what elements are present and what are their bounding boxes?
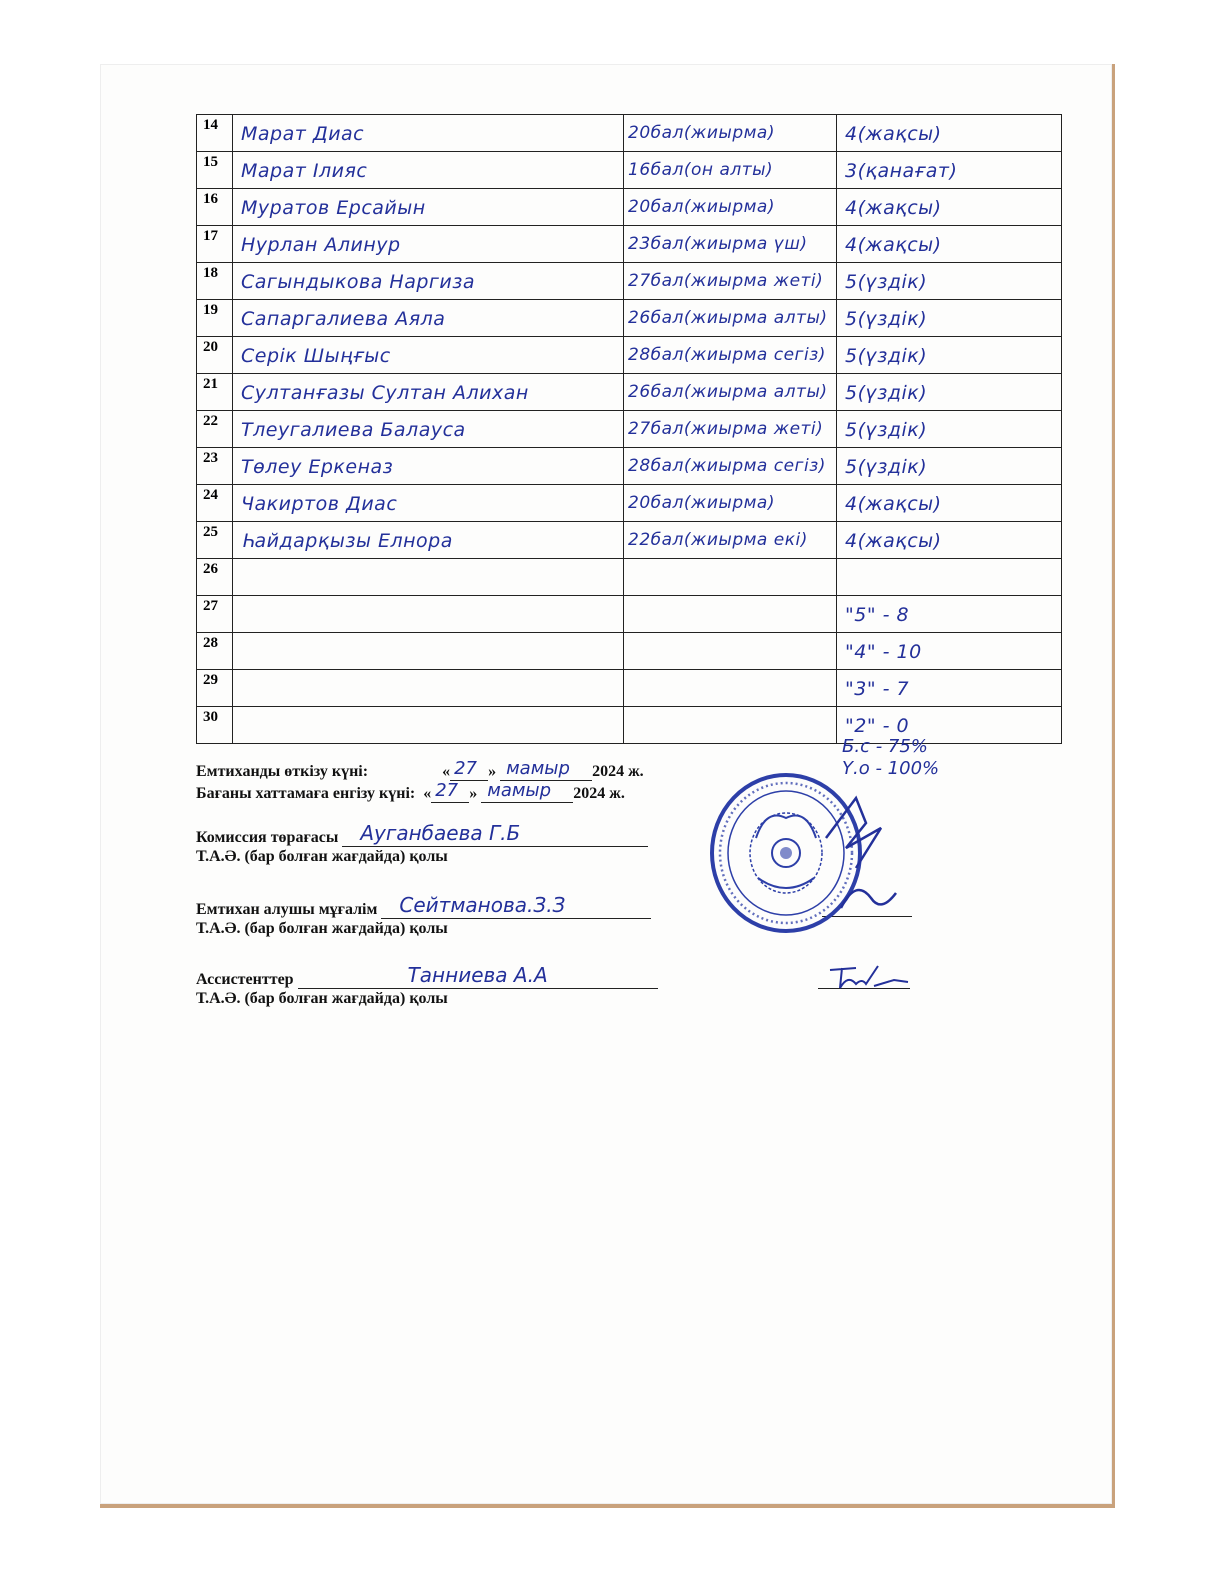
student-score: 20бал(жиырма) xyxy=(628,123,775,143)
student-name-cell xyxy=(233,522,624,559)
student-mark: 4(жақсы) xyxy=(845,493,942,515)
student-score-cell xyxy=(624,707,837,744)
assistants-name: Танниева А.А xyxy=(407,963,548,987)
student-score: 23бал(жиырма үш) xyxy=(628,234,808,254)
student-mark: 5(үздік) xyxy=(845,345,928,367)
student-mark: 5(үздік) xyxy=(845,271,928,293)
student-score-cell xyxy=(624,337,837,374)
student-name: Чакиртов Диас xyxy=(241,493,398,515)
table-row xyxy=(197,522,1062,559)
table-row xyxy=(197,707,1062,744)
official-seal xyxy=(706,768,906,938)
student-name: Сапаргалиева Аяла xyxy=(241,308,446,330)
student-mark-cell xyxy=(837,633,1062,670)
chairman-name: Ауганбаева Г.Б xyxy=(360,821,521,845)
student-mark: 5(үздік) xyxy=(845,382,928,404)
student-score-cell xyxy=(624,670,837,707)
table-row xyxy=(197,596,1062,633)
table-row xyxy=(197,670,1062,707)
student-name-cell xyxy=(233,670,624,707)
student-score-cell xyxy=(624,115,837,152)
student-score-cell xyxy=(624,263,837,300)
student-score: 28бал(жиырма сегіз) xyxy=(628,345,826,365)
student-name-cell xyxy=(233,633,624,670)
table-row xyxy=(197,226,1062,263)
student-name xyxy=(233,596,623,604)
row-number-cell: 22 xyxy=(197,411,233,448)
row-number-cell: 14 xyxy=(197,115,233,152)
student-mark-cell xyxy=(837,411,1062,448)
row-number-cell: 16 xyxy=(197,189,233,226)
row-number-cell: 20 xyxy=(197,337,233,374)
exam-year: 2024 ж. xyxy=(592,763,644,780)
student-mark: "2" - 0 xyxy=(845,715,910,737)
student-score: 20бал(жиырма) xyxy=(628,197,775,217)
student-mark: 5(үздік) xyxy=(845,308,928,330)
student-name-cell xyxy=(233,411,624,448)
row-number-cell: 27 xyxy=(197,596,233,633)
student-score-cell xyxy=(624,152,837,189)
student-score: 26бал(жиырма алты) xyxy=(628,382,828,402)
student-mark: 5(үздік) xyxy=(845,419,928,441)
table-row xyxy=(197,411,1062,448)
student-name: Муратов Ерсайын xyxy=(241,197,426,219)
row-number-cell: 30 xyxy=(197,707,233,744)
student-mark-cell xyxy=(837,596,1062,633)
stat-vo: Ү.о - 100% xyxy=(842,758,940,779)
student-name-cell xyxy=(233,300,624,337)
student-name: Марат Ілияс xyxy=(241,160,368,182)
student-mark: "3" - 7 xyxy=(845,678,910,700)
student-score: 26бал(жиырма алты) xyxy=(628,308,828,328)
student-name: Сагындыкова Наргиза xyxy=(241,271,476,293)
student-mark: 3(қанағат) xyxy=(845,160,958,182)
teacher-name: Сейтманова.З.З xyxy=(399,893,566,917)
table-row xyxy=(197,633,1062,670)
row-number-cell: 24 xyxy=(197,485,233,522)
student-score-cell xyxy=(624,411,837,448)
row-number-cell: 28 xyxy=(197,633,233,670)
student-mark-cell xyxy=(837,337,1062,374)
student-name-cell xyxy=(233,596,624,633)
student-score xyxy=(624,559,836,567)
row-number-cell: 26 xyxy=(197,559,233,596)
student-name-cell xyxy=(233,448,624,485)
table-row xyxy=(197,485,1062,522)
student-name: Серік Шыңғыс xyxy=(241,345,391,367)
student-score-cell xyxy=(624,189,837,226)
student-name-cell xyxy=(233,485,624,522)
entry-day: 27 xyxy=(435,780,459,801)
table-row xyxy=(197,263,1062,300)
student-score: 28бал(жиырма сегіз) xyxy=(628,456,826,476)
exam-date-row: Емтиханды өткізу күні: « 27 » мамыр 2024 ж. xyxy=(196,758,644,780)
table-row xyxy=(197,448,1062,485)
teacher-label: Емтихан алушы мұғалім xyxy=(196,901,378,918)
student-score-cell xyxy=(624,559,837,596)
exam-day: 27 xyxy=(454,758,477,779)
student-mark: 4(жақсы) xyxy=(845,197,942,219)
teacher-sub: Т.А.Ә. (бар болған жағдайда) қолы xyxy=(196,920,448,937)
assistants-row xyxy=(196,963,658,989)
student-score-cell xyxy=(624,596,837,633)
table-row xyxy=(197,189,1062,226)
student-name-cell xyxy=(233,263,624,300)
student-name: Төлеу Еркеназ xyxy=(241,456,394,478)
chairman-sub: Т.А.Ә. (бар болған жағдайда) қолы xyxy=(196,848,448,865)
student-name: Нурлан Алинур xyxy=(241,234,401,256)
student-name-cell xyxy=(233,226,624,263)
student-score: 27бал(жиырма жеті) xyxy=(628,271,824,291)
assistant-signature-icon xyxy=(826,960,912,994)
row-number-cell: 23 xyxy=(197,448,233,485)
student-mark-cell xyxy=(837,263,1062,300)
student-score xyxy=(624,707,836,715)
row-number-cell: 17 xyxy=(197,226,233,263)
student-name: Марат Диас xyxy=(241,123,365,145)
student-mark-cell xyxy=(837,485,1062,522)
student-score: 22бал(жиырма екі) xyxy=(628,530,808,550)
student-name: Султанғазы Султан Алихан xyxy=(241,382,529,404)
student-score: 27бал(жиырма жеті) xyxy=(628,419,824,439)
entry-date-label: Бағаны хаттамаға енгізу күні: xyxy=(196,785,416,802)
student-mark-cell xyxy=(837,559,1062,596)
chairman-row xyxy=(196,821,648,847)
row-number-cell: 18 xyxy=(197,263,233,300)
student-name-cell xyxy=(233,189,624,226)
student-score xyxy=(624,670,836,678)
student-mark-cell xyxy=(837,226,1062,263)
student-score-cell xyxy=(624,226,837,263)
row-number-cell: 21 xyxy=(197,374,233,411)
chairman-label: Комиссия төрағасы xyxy=(196,829,339,846)
student-mark-cell xyxy=(837,522,1062,559)
student-name-cell xyxy=(233,337,624,374)
student-score xyxy=(624,596,836,604)
student-mark-cell xyxy=(837,670,1062,707)
student-mark: 4(жақсы) xyxy=(845,530,942,552)
entry-year: 2024 ж. xyxy=(573,785,625,802)
entry-date-row: Бағаны хаттамаға енгізу күні: « 27 » мамыр 2024 ж. xyxy=(196,780,625,802)
student-mark: "4" - 10 xyxy=(845,641,922,663)
entry-month: мамыр xyxy=(487,780,552,801)
student-mark: 5(үздік) xyxy=(845,456,928,478)
student-score xyxy=(624,633,836,641)
student-mark-cell xyxy=(837,300,1062,337)
student-name-cell xyxy=(233,152,624,189)
table-row xyxy=(197,559,1062,596)
student-name xyxy=(233,633,623,641)
student-mark-cell xyxy=(837,115,1062,152)
student-name xyxy=(233,707,623,715)
student-mark-cell xyxy=(837,374,1062,411)
row-number-cell: 29 xyxy=(197,670,233,707)
student-score-cell xyxy=(624,522,837,559)
row-number-cell: 19 xyxy=(197,300,233,337)
student-mark: 4(жақсы) xyxy=(845,234,942,256)
student-name-cell xyxy=(233,559,624,596)
assistants-label: Ассистенттер xyxy=(196,971,294,988)
student-name-cell xyxy=(233,374,624,411)
student-name xyxy=(233,559,623,567)
student-score-cell xyxy=(624,300,837,337)
grades-table xyxy=(196,114,1062,744)
teacher-row xyxy=(196,893,651,919)
row-number-cell: 25 xyxy=(197,522,233,559)
student-mark-cell xyxy=(837,152,1062,189)
student-name: Һайдарқызы Елнора xyxy=(241,530,453,552)
exam-date-label: Емтиханды өткізу күні: xyxy=(196,763,369,780)
assistants-sub: Т.А.Ә. (бар болған жағдайда) қолы xyxy=(196,990,448,1007)
student-mark: "5" - 8 xyxy=(845,604,910,626)
stat-bs: Б.с - 75% xyxy=(842,736,928,757)
row-number-cell: 15 xyxy=(197,152,233,189)
student-name xyxy=(233,670,623,678)
table-row xyxy=(197,374,1062,411)
student-score-cell xyxy=(624,374,837,411)
table-row xyxy=(197,337,1062,374)
student-score-cell xyxy=(624,448,837,485)
student-mark-cell xyxy=(837,189,1062,226)
student-name: Тлеугалиева Балауса xyxy=(241,419,466,441)
table-row xyxy=(197,115,1062,152)
table-row xyxy=(197,152,1062,189)
student-mark-cell xyxy=(837,448,1062,485)
student-name-cell xyxy=(233,707,624,744)
student-score-cell xyxy=(624,633,837,670)
student-name-cell xyxy=(233,115,624,152)
student-score: 20бал(жиырма) xyxy=(628,493,775,513)
student-mark: 4(жақсы) xyxy=(845,123,942,145)
exam-month: мамыр xyxy=(506,758,570,779)
student-score-cell xyxy=(624,485,837,522)
table-row xyxy=(197,300,1062,337)
student-score: 16бал(он алты) xyxy=(628,160,774,180)
student-mark xyxy=(837,559,1061,567)
